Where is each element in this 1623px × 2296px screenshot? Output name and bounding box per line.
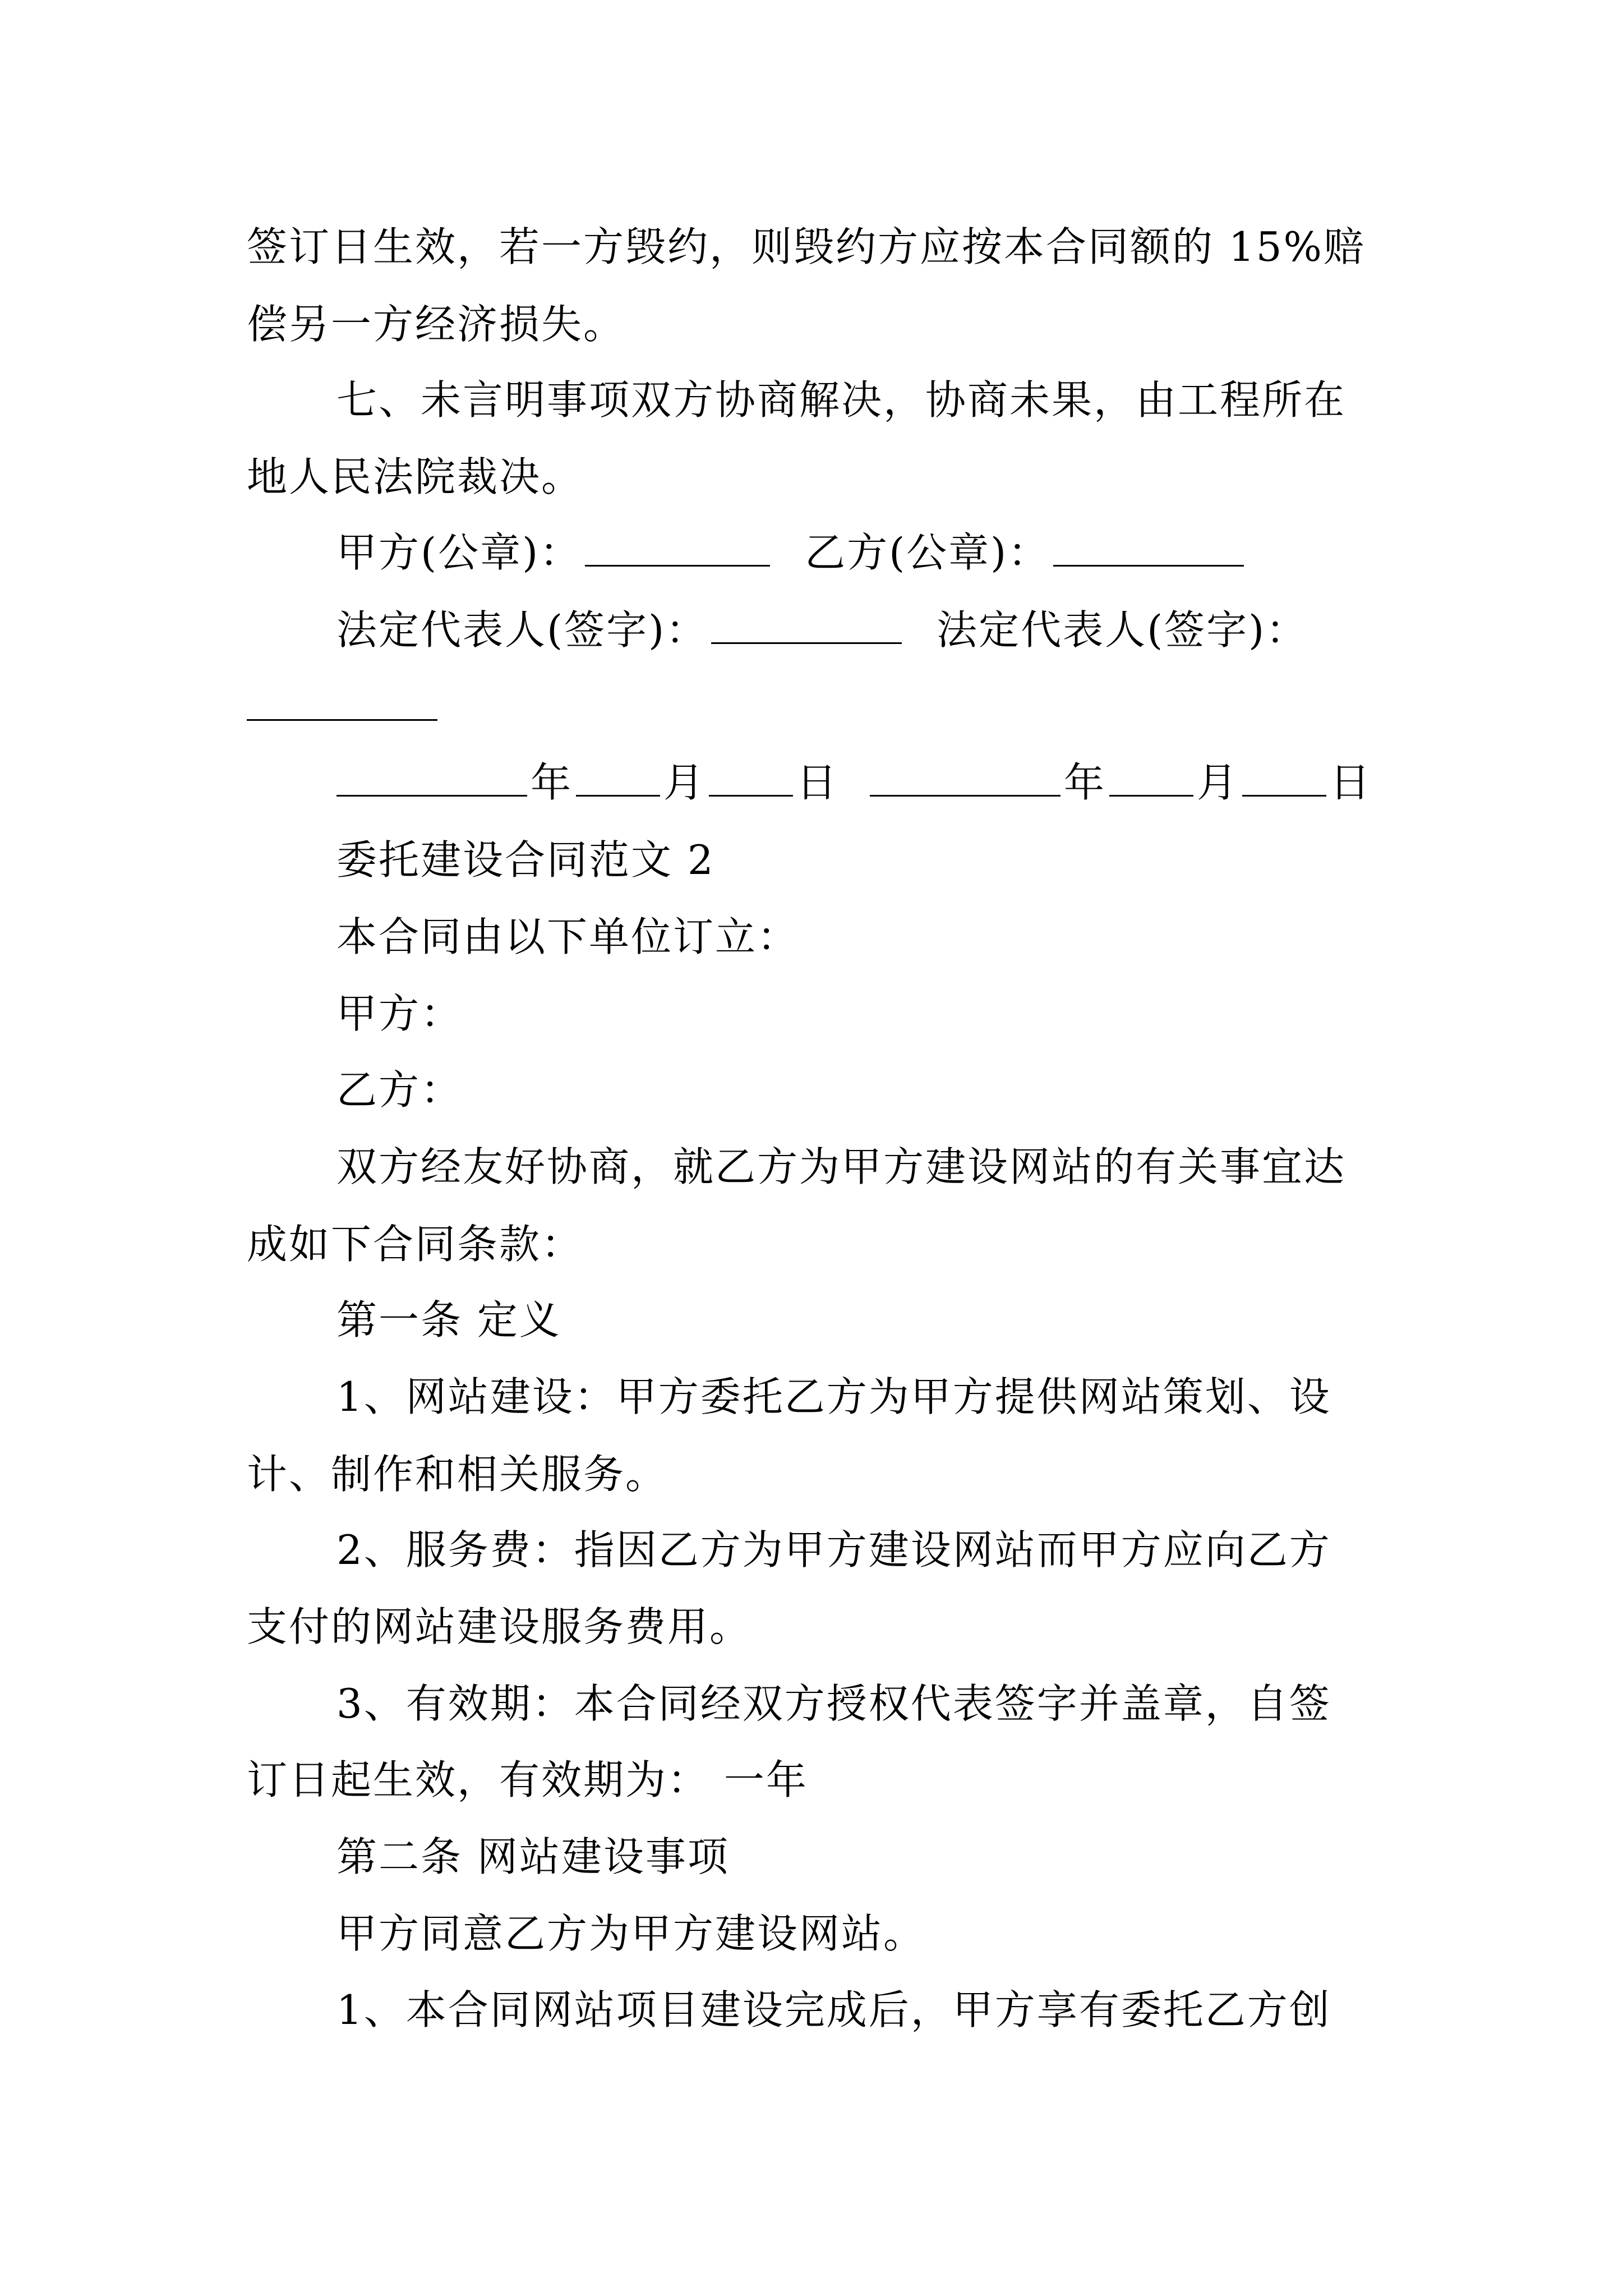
party-a-seal-blank[interactable] — [585, 558, 770, 567]
date-a-month: 月 — [663, 759, 706, 806]
paragraph-line: 偿另一方经济损失。 — [247, 301, 626, 348]
paragraph-line: 1、网站建设：甲方委托乙方为甲方提供网站策划、设 — [336, 1373, 1331, 1420]
paragraph-line: 地人民法院裁决。 — [247, 453, 584, 500]
date-a-year-blank[interactable] — [336, 788, 527, 797]
rep-b-blank[interactable] — [247, 712, 437, 721]
rep-a-label: 法定代表人(签字)： — [336, 606, 708, 654]
paragraph-line: 2、服务费：指因乙方为甲方建设网站而甲方应向乙方 — [336, 1526, 1331, 1573]
paragraph-line: 签订日生效，若一方毁约，则毁约方应按本合同额的 15%赔 — [247, 223, 1366, 270]
party-b-line: 乙方： — [336, 1066, 463, 1114]
paragraph-line: 1、本合同网站项目建设完成后，甲方享有委托乙方创 — [336, 1986, 1331, 2033]
paragraph-line: 七、未言明事项双方协商解决，协商未果，由工程所在 — [336, 376, 1347, 424]
paragraph-line: 甲方同意乙方为甲方建设网站。 — [336, 1910, 926, 1957]
date-a-day-blank[interactable] — [709, 788, 793, 797]
party-b-seal-label: 乙方(公章)： — [805, 529, 1050, 576]
paragraph-line: 双方经友好协商，就乙方为甲方建设网站的有关事宜达 — [336, 1143, 1347, 1190]
party-seal-line — [336, 524, 1247, 581]
date-a-day: 日 — [796, 759, 839, 806]
paragraph-line: 成如下合同条款： — [247, 1221, 584, 1268]
date-a-month-blank[interactable] — [576, 788, 660, 797]
section-title: 委托建设合同范文 2 — [336, 836, 715, 884]
date-b-month: 月 — [1196, 759, 1239, 806]
article-title: 第二条 网站建设事项 — [336, 1833, 730, 1880]
legal-rep-line — [336, 602, 1308, 658]
party-a-seal-label: 甲方(公章)： — [336, 529, 582, 576]
party-b-seal-blank[interactable] — [1053, 558, 1244, 567]
date-b-year: 年 — [1063, 759, 1106, 806]
article-title: 第一条 定义 — [336, 1296, 561, 1343]
paragraph-line: 订日起生效，有效期为： 一年 — [247, 1756, 808, 1803]
date-b-day-blank[interactable] — [1242, 788, 1326, 797]
paragraph-line: 3、有效期：本合同经双方授权代表签字并盖章，自签 — [336, 1680, 1331, 1727]
date-b-year-blank[interactable] — [870, 788, 1061, 797]
date-a-year: 年 — [531, 759, 573, 806]
rep-b-label: 法定代表人(签字)： — [937, 606, 1308, 654]
party-a-line: 甲方： — [336, 990, 463, 1037]
paragraph-line: 计、制作和相关服务。 — [247, 1451, 668, 1498]
date-b-day: 日 — [1329, 759, 1372, 806]
rep-a-blank[interactable] — [711, 636, 902, 644]
rep-b-blank-line — [247, 679, 441, 735]
paragraph-line: 支付的网站建设服务费用。 — [247, 1603, 752, 1650]
date-b-month-blank[interactable] — [1109, 788, 1193, 797]
date-line — [336, 754, 1372, 811]
paragraph-line: 本合同由以下单位订立： — [336, 913, 800, 960]
